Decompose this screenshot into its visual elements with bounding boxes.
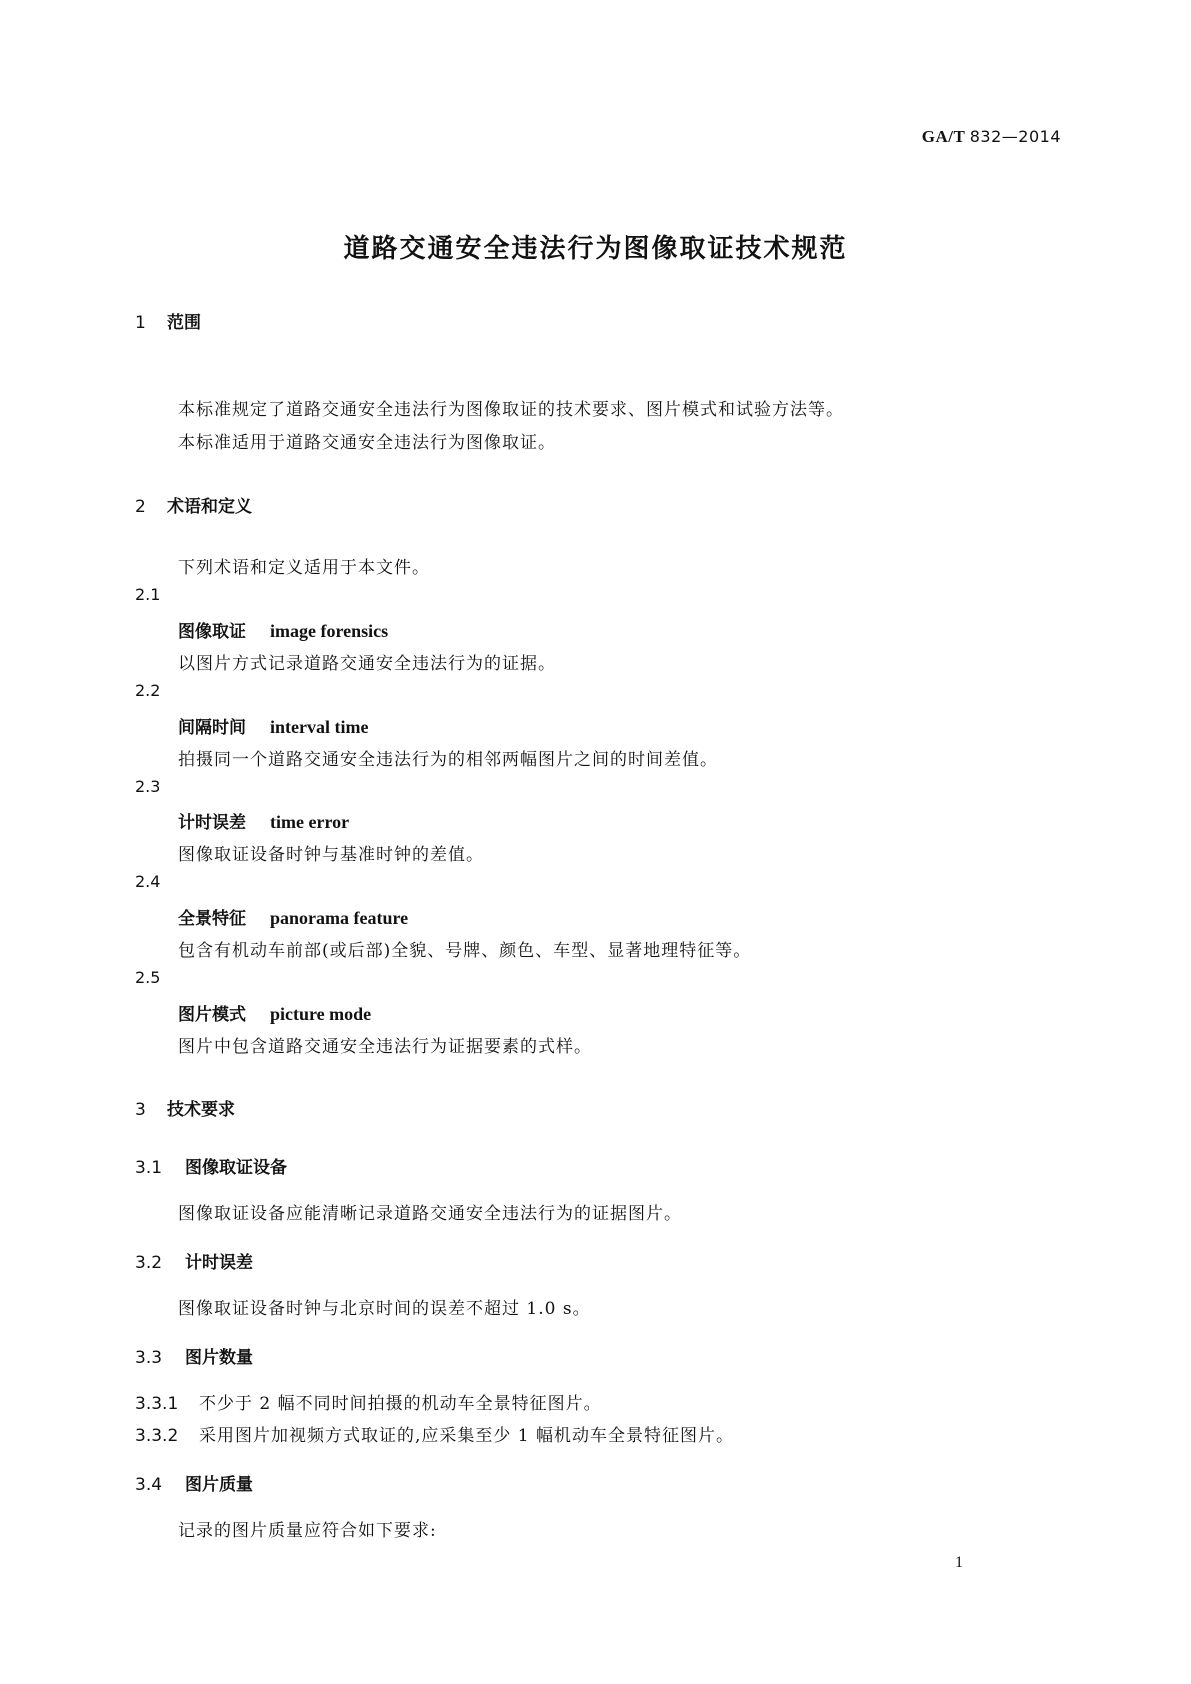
subsection-number: 3.2 [135, 1253, 163, 1273]
section-title: 技术要求 [167, 1100, 235, 1120]
subsection-number: 3.1 [135, 1158, 163, 1178]
term-en: picture mode [270, 1004, 372, 1024]
section-2-heading [135, 492, 252, 517]
term-en: panorama feature [270, 908, 409, 928]
term-zh: 间隔时间 [178, 718, 246, 738]
term-heading [178, 617, 388, 642]
section-number: 1 [135, 313, 146, 333]
term-heading [178, 904, 408, 929]
list-item [135, 1421, 734, 1446]
term-en: time error [270, 812, 350, 832]
term-definition: 图像取证设备时钟与基准时钟的差值。 [178, 845, 484, 865]
page-number: 1 [955, 1554, 963, 1571]
term-number: 2.1 [135, 585, 161, 604]
item-text: 采用图片加视频方式取证的,应采集至少 1 幅机动车全景特征图片。 [199, 1426, 735, 1446]
term-en: interval time [270, 717, 369, 737]
section-number: 3 [135, 1100, 146, 1120]
term-zh: 图片模式 [178, 1005, 246, 1025]
subsection-title: 图片质量 [185, 1475, 253, 1495]
subsection-3-1-heading [135, 1153, 287, 1178]
term-zh: 全景特征 [178, 909, 246, 929]
standard-code-number: 832—2014 [969, 127, 1061, 146]
section-title: 范围 [167, 313, 201, 333]
subsection-number: 3.4 [135, 1475, 163, 1495]
term-en: image forensics [270, 621, 389, 641]
paragraph: 下列术语和定义适用于本文件。 [178, 558, 430, 578]
paragraph: 图像取证设备应能清晰记录道路交通安全违法行为的证据图片。 [178, 1204, 682, 1224]
section-number: 2 [135, 497, 146, 517]
paragraph: 图像取证设备时钟与北京时间的误差不超过 1.0 s。 [178, 1299, 591, 1319]
section-3-heading [135, 1095, 235, 1120]
section-title: 术语和定义 [167, 497, 252, 517]
section-1-heading [135, 308, 201, 333]
paragraph: 本标准规定了道路交通安全违法行为图像取证的技术要求、图片模式和试验方法等。 [178, 400, 844, 420]
standard-code [922, 127, 1061, 147]
list-item [135, 1389, 602, 1414]
term-definition: 图片中包含道路交通安全违法行为证据要素的式样。 [178, 1037, 592, 1057]
term-definition: 拍摄同一个道路交通安全违法行为的相邻两幅图片之间的时间差值。 [178, 750, 718, 770]
item-number: 3.3.1 [135, 1394, 179, 1414]
term-heading [178, 713, 368, 738]
term-number: 2.2 [135, 681, 161, 700]
term-zh: 计时误差 [178, 813, 246, 833]
subsection-title: 图像取证设备 [185, 1158, 287, 1178]
term-number: 2.4 [135, 872, 161, 891]
term-heading [178, 808, 349, 833]
paragraph: 本标准适用于道路交通安全违法行为图像取证。 [178, 433, 556, 453]
standard-code-prefix: GA/T [921, 127, 965, 146]
term-definition: 包含有机动车前部(或后部)全貌、号牌、颜色、车型、显著地理特征等。 [178, 941, 752, 961]
subsection-3-3-heading [135, 1343, 253, 1368]
subsection-number: 3.3 [135, 1348, 163, 1368]
term-definition: 以图片方式记录道路交通安全违法行为的证据。 [178, 654, 556, 674]
subsection-3-2-heading [135, 1248, 253, 1273]
term-zh: 图像取证 [178, 622, 246, 642]
subsection-3-4-heading [135, 1470, 253, 1495]
term-number: 2.5 [135, 968, 161, 987]
subsection-title: 计时误差 [185, 1253, 253, 1273]
paragraph: 记录的图片质量应符合如下要求: [178, 1521, 437, 1541]
document-title: 道路交通安全违法行为图像取证技术规范 [343, 234, 848, 264]
term-heading [178, 1000, 371, 1025]
term-number: 2.3 [135, 777, 161, 796]
subsection-title: 图片数量 [185, 1348, 253, 1368]
item-text: 不少于 2 幅不同时间拍摄的机动车全景特征图片。 [199, 1394, 602, 1414]
item-number: 3.3.2 [135, 1426, 179, 1446]
